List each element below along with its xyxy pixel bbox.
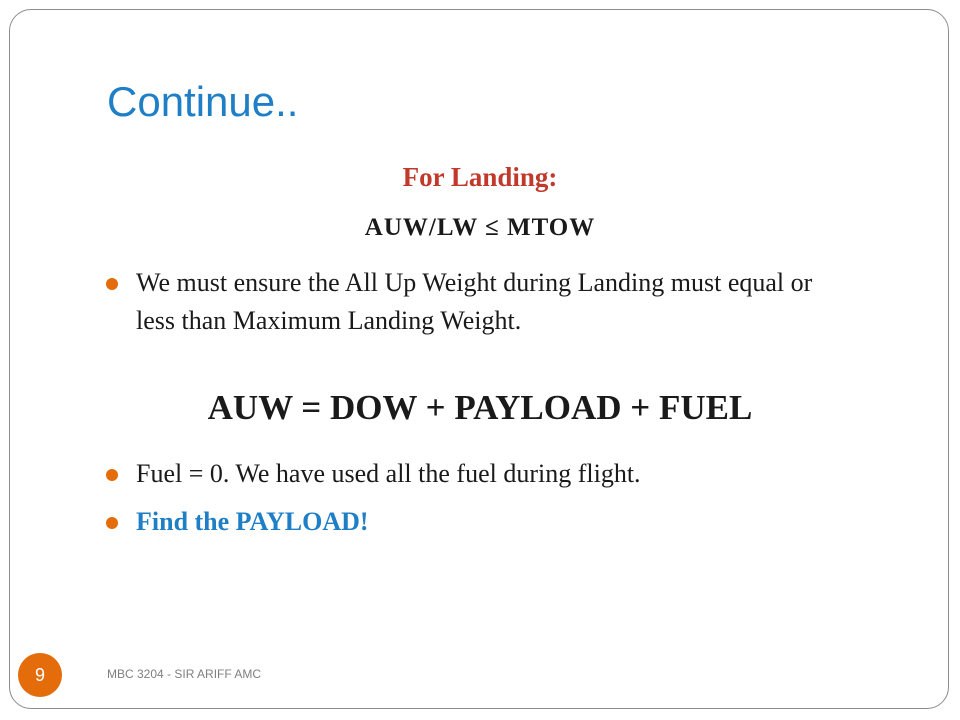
bullet-text: Find the PAYLOAD! bbox=[136, 507, 369, 536]
bullet-text: Fuel = 0. We have used all the fuel during flight. bbox=[136, 459, 641, 488]
bullet-marker-icon bbox=[106, 517, 118, 529]
bullet-item-fuel bbox=[106, 455, 641, 493]
bullet-item-ensure-weight bbox=[106, 264, 846, 340]
footer-text: MBC 3204 - SIR ARIFF AMC bbox=[107, 667, 262, 681]
auw-formula: AUW = DOW + PAYLOAD + FUEL bbox=[207, 388, 753, 427]
bullet-marker-icon bbox=[106, 278, 118, 290]
bullet-item-find-payload bbox=[106, 503, 369, 541]
bullet-marker-icon bbox=[106, 469, 118, 481]
slide-title: Continue.. bbox=[107, 78, 299, 125]
bullet-text: We must ensure the All Up Weight during Landing must equal or less than Maximum Landing Weight. bbox=[136, 268, 813, 335]
for-landing-heading: For Landing: bbox=[402, 162, 558, 192]
page-number-badge: 9 bbox=[18, 653, 62, 697]
landing-condition: AUW/LW ≤ MTOW bbox=[364, 214, 596, 241]
